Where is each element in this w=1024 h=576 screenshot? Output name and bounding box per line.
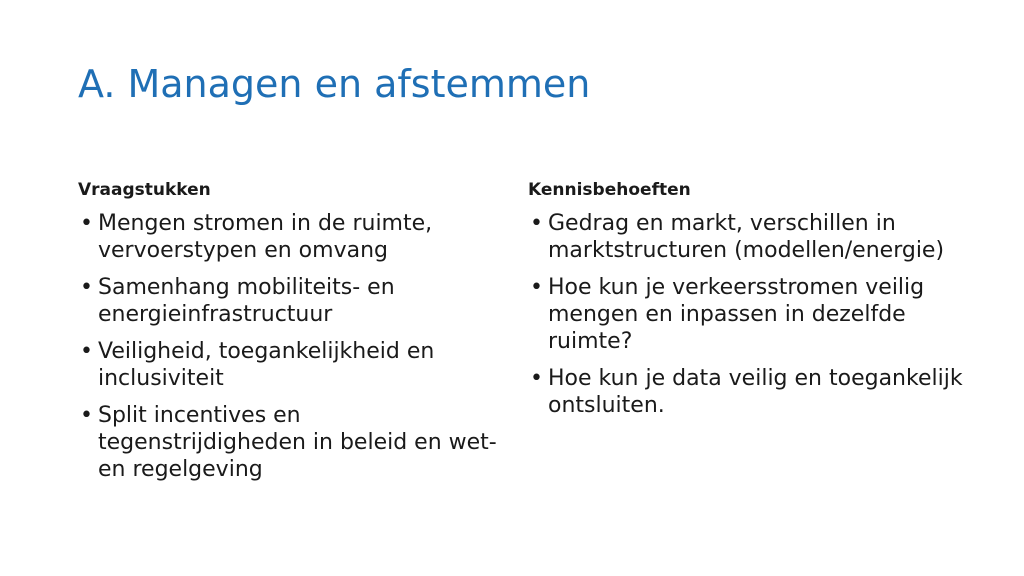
- bullet-icon: •: [530, 366, 543, 391]
- bullet-icon: •: [80, 339, 93, 364]
- right-bullet-list: [528, 210, 968, 419]
- bullet-text: Samenhang mobiliteits- en energieinfrastructuur: [98, 275, 395, 327]
- bullet-icon: •: [80, 275, 93, 300]
- bullet-icon: •: [530, 211, 543, 236]
- bullet-icon: •: [530, 275, 543, 300]
- slide-title: A. Managen en afstemmen: [78, 62, 591, 106]
- bullet-icon: •: [80, 403, 93, 428]
- bullet-icon: •: [80, 211, 93, 236]
- list-item: [528, 274, 968, 355]
- list-item: [78, 338, 508, 392]
- list-item: [78, 274, 508, 328]
- list-item: [528, 210, 968, 264]
- bullet-text: Mengen stromen in de ruimte, vervoerstypen en omvang: [98, 211, 433, 263]
- left-column: [78, 178, 508, 493]
- list-item: [528, 365, 968, 419]
- list-item: [78, 402, 508, 483]
- right-column: [528, 178, 968, 429]
- bullet-text: Hoe kun je verkeersstromen veilig mengen en inpassen in dezelfde ruimte?: [548, 275, 925, 354]
- right-column-heading: Kennisbehoeften: [528, 180, 691, 200]
- bullet-text: Gedrag en markt, verschillen in marktstructuren (modellen/energie): [548, 211, 945, 263]
- bullet-text: Veiligheid, toegankelijkheid en inclusiviteit: [98, 339, 435, 391]
- left-column-heading: Vraagstukken: [78, 180, 211, 200]
- bullet-text: Split incentives en tegenstrijdigheden in beleid en wet- en regelgeving: [98, 403, 497, 482]
- bullet-text: Hoe kun je data veilig en toegankelijk ontsluiten.: [548, 366, 963, 418]
- left-bullet-list: [78, 210, 508, 483]
- list-item: [78, 210, 508, 264]
